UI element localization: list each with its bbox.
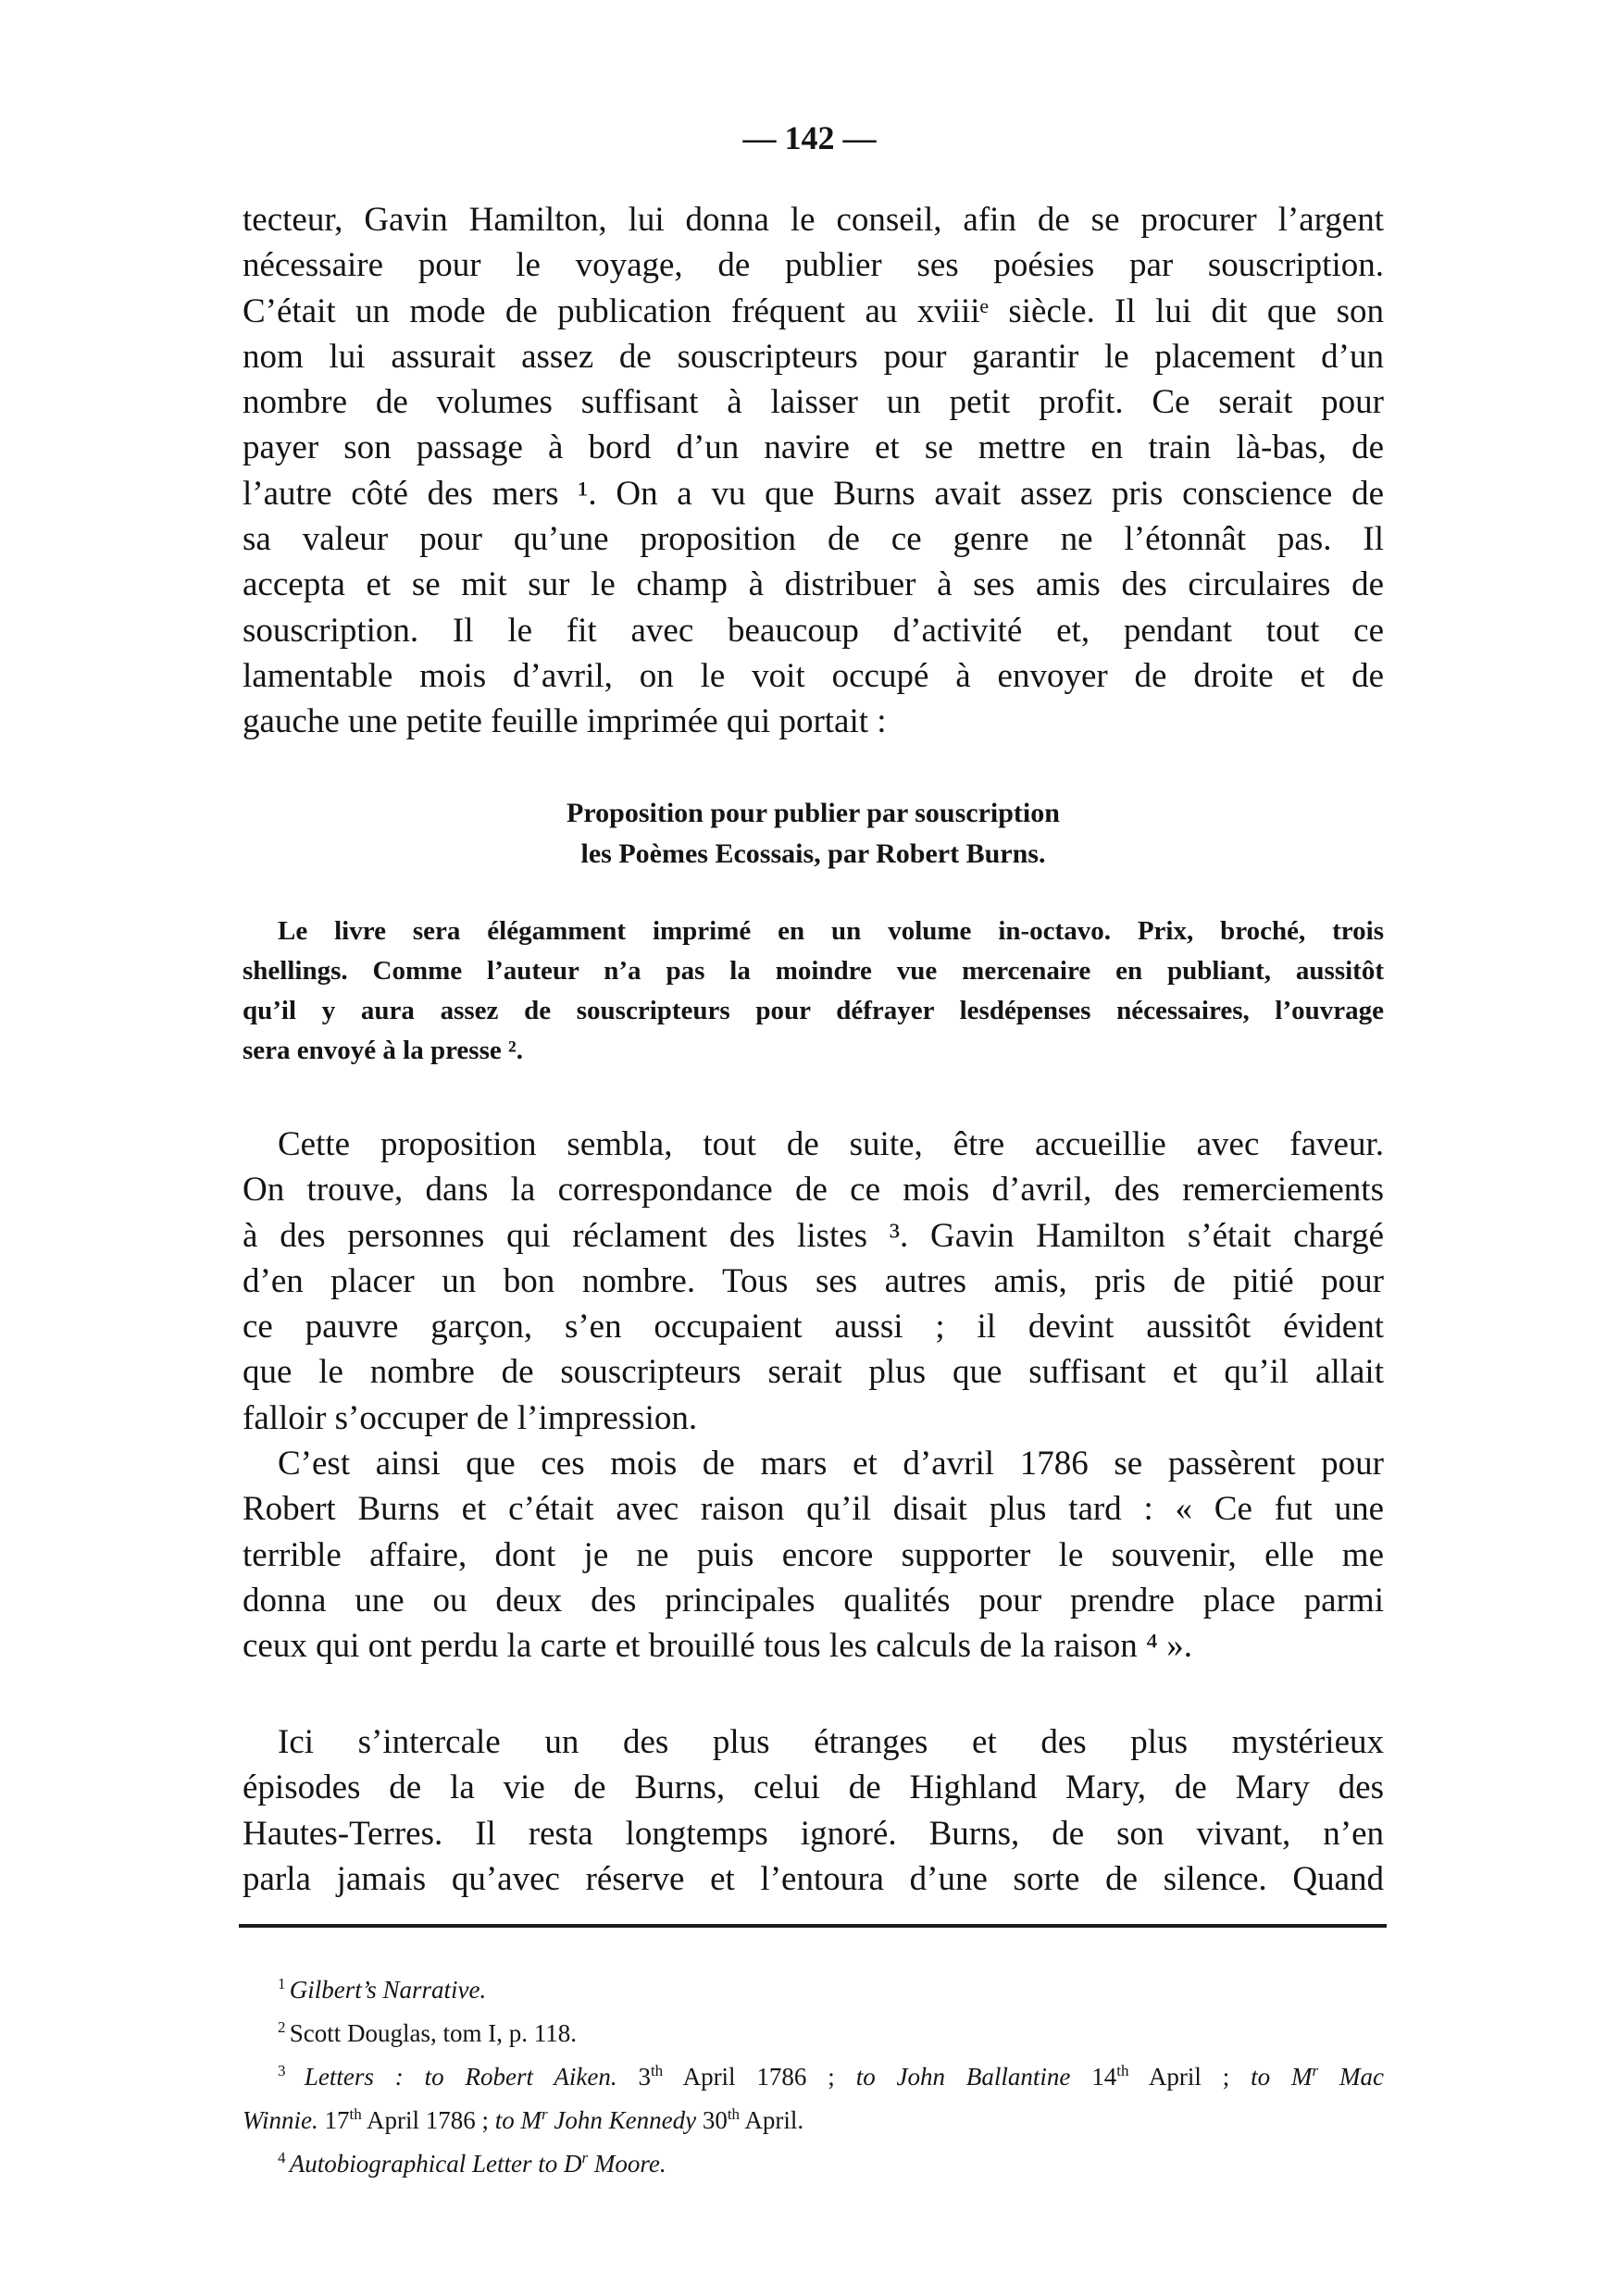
footnote-text: Mac: [1318, 2063, 1384, 2091]
footnote-text: 3: [616, 2063, 651, 2091]
footnote-text: to John Ballantine: [855, 2063, 1071, 2091]
footnote-text: Winnie.: [243, 2106, 318, 2134]
footnote-text: April ;: [1128, 2063, 1252, 2091]
heading-line: les Poèmes Ecossais, par Robert Burns.: [580, 838, 1046, 869]
proposition-heading: [243, 793, 1384, 875]
footnote-text: April.: [740, 2106, 804, 2134]
footnote-text: Gilbert’s Narrative.: [289, 1976, 487, 2004]
para4-line: Hautes-Terres. Il resta longtemps ignoré. Burns, de son vivant, n’en: [243, 1814, 1384, 1853]
footnote-text: April 1786 ;: [663, 2063, 856, 2091]
footnote-text: to M: [494, 2106, 542, 2134]
footnote-text: 4: [278, 2149, 290, 2166]
page-number: — 142 —: [742, 119, 877, 156]
proposition-quote: [243, 912, 1384, 1071]
para4-line: épisodes de la vie de Burns, celui de Highland Mary, de Mary des: [243, 1769, 1384, 1807]
footnote: [243, 2049, 1384, 2092]
para2-line: Cette proposition sembla, tout de suite, être accueillie avec faveur.: [278, 1125, 1384, 1163]
quote-line: sera envoyé à la presse ².: [243, 1036, 523, 1065]
para1-line: accepta et se mit sur le champ à distribuer à ses amis des circulaires de: [243, 565, 1384, 604]
para3-line: terrible affaire, dont je ne puis encore supporter le souvenir, elle me: [243, 1535, 1384, 1574]
footnote: [243, 2005, 1384, 2049]
footnote-text: April 1786 ;: [361, 2106, 495, 2134]
footnote: [243, 1962, 1384, 2005]
footnote-text: Moore.: [588, 2150, 666, 2178]
para2-line: falloir s’occuper de l’impression.: [243, 1398, 698, 1437]
footnote-text: John Kennedy: [547, 2106, 697, 2134]
footnote: [243, 2092, 1384, 2136]
para1-line: C’était un mode de publication fréquent au xviiiᵉ siècle. Il lui dit que son: [243, 292, 1384, 330]
quote-line: qu’il y aura assez de souscripteurs pour défrayer lesdépenses nécessaires, l’ouvrage: [243, 996, 1384, 1025]
para2-line: d’en placer un bon nombre. Tous ses autres amis, pris de pitié pour: [243, 1261, 1384, 1300]
para1-line: nécessaire pour le voyage, de publier ses poésies par souscription.: [243, 246, 1384, 285]
footnote-text: th: [727, 2105, 741, 2123]
para1-line: gauche une petite feuille imprimée qui portait :: [243, 702, 887, 741]
footnote-text: Scott Douglas, tom I, p. 118.: [289, 2019, 577, 2047]
footnote-text: th: [1116, 2062, 1129, 2079]
para1-line: l’autre côté des mers ¹. On a vu que Burns avait assez pris conscience de: [243, 474, 1384, 513]
footnote-text: r: [542, 2105, 548, 2123]
para3-line: ceux qui ont perdu la carte et brouillé tous les calculs de la raison ⁴ ».: [243, 1627, 1192, 1666]
para2-line: que le nombre de souscripteurs serait plus que suffisant et qu’il allait: [243, 1353, 1384, 1392]
para3-line: C’est ainsi que ces mois de mars et d’avril 1786 se passèrent pour: [278, 1445, 1384, 1483]
para1-line: souscription. Il le fit avec beaucoup d’activité et, pendant tout ce: [243, 611, 1384, 650]
footnote-text: to M: [1251, 2063, 1313, 2091]
para1-line: tecteur, Gavin Hamilton, lui donna le conseil, afin de se procurer l’argent: [243, 201, 1384, 239]
para1-line: lamentable mois d’avril, on le voit occupé à envoyer de droite et de: [243, 656, 1384, 695]
footnote-text: th: [349, 2105, 362, 2123]
para2-line: ce pauvre garçon, s’en occupaient aussi ; il devint aussitôt évident: [243, 1308, 1384, 1347]
footnote-text: 30: [696, 2106, 728, 2134]
footnote-rule: [239, 1924, 1387, 1928]
footnote-text: 2: [278, 2018, 290, 2036]
footnote-text: 14: [1070, 2063, 1117, 2091]
quote-line: shellings. Comme l’auteur n’a pas la moindre vue mercenaire en publiant, aussitôt: [243, 956, 1384, 986]
paragraph-1: [243, 197, 1384, 745]
para1-line: sa valeur pour qu’une proposition de ce genre ne l’étonnât pas. Il: [243, 520, 1384, 559]
para4-line: Ici s’intercale un des plus étranges et des plus mystérieux: [278, 1723, 1384, 1761]
para4-line: parla jamais qu’avec réserve et l’entoura d’une sorte de silence. Quand: [243, 1859, 1384, 1898]
paragraph-2: [243, 1122, 1384, 1441]
footnote-text: 1: [278, 1975, 290, 1992]
para1-line: payer son passage à bord d’un navire et se mettre en train là-bas, de: [243, 428, 1384, 467]
paragraph-3: [243, 1441, 1384, 1669]
para2-line: On trouve, dans la correspondance de ce mois d’avril, des remerciements: [243, 1171, 1384, 1210]
footnote-text: 3: [278, 2062, 305, 2079]
para2-line: à des personnes qui réclament des listes ³. Gavin Hamilton s’était chargé: [243, 1216, 1384, 1255]
heading-line: Proposition pour publier par souscription: [567, 798, 1060, 828]
footnote-text: 17: [318, 2106, 350, 2134]
para1-line: nom lui assurait assez de souscripteurs pour garantir le placement d’un: [243, 337, 1384, 376]
para3-line: donna une ou deux des principales qualités pour prendre place parmi: [243, 1581, 1384, 1620]
footnote-text: th: [650, 2062, 664, 2079]
footnotes: [243, 1962, 1384, 2179]
footnote-text: Letters : to Robert Aiken.: [304, 2063, 617, 2091]
quote-line: Le livre sera élégamment imprimé en un volume in-octavo. Prix, broché, trois: [278, 916, 1384, 946]
footnote-text: Autobiographical Letter to D: [289, 2150, 582, 2178]
footnote: [243, 2136, 1384, 2179]
para1-line: nombre de volumes suffisant à laisser un petit profit. Ce serait pour: [243, 383, 1384, 422]
footnote-text: r: [1312, 2062, 1319, 2079]
paragraph-4: [243, 1719, 1384, 1902]
para3-line: Robert Burns et c’était avec raison qu’il disait plus tard : « Ce fut une: [243, 1490, 1384, 1529]
footnote-text: r: [581, 2149, 589, 2166]
